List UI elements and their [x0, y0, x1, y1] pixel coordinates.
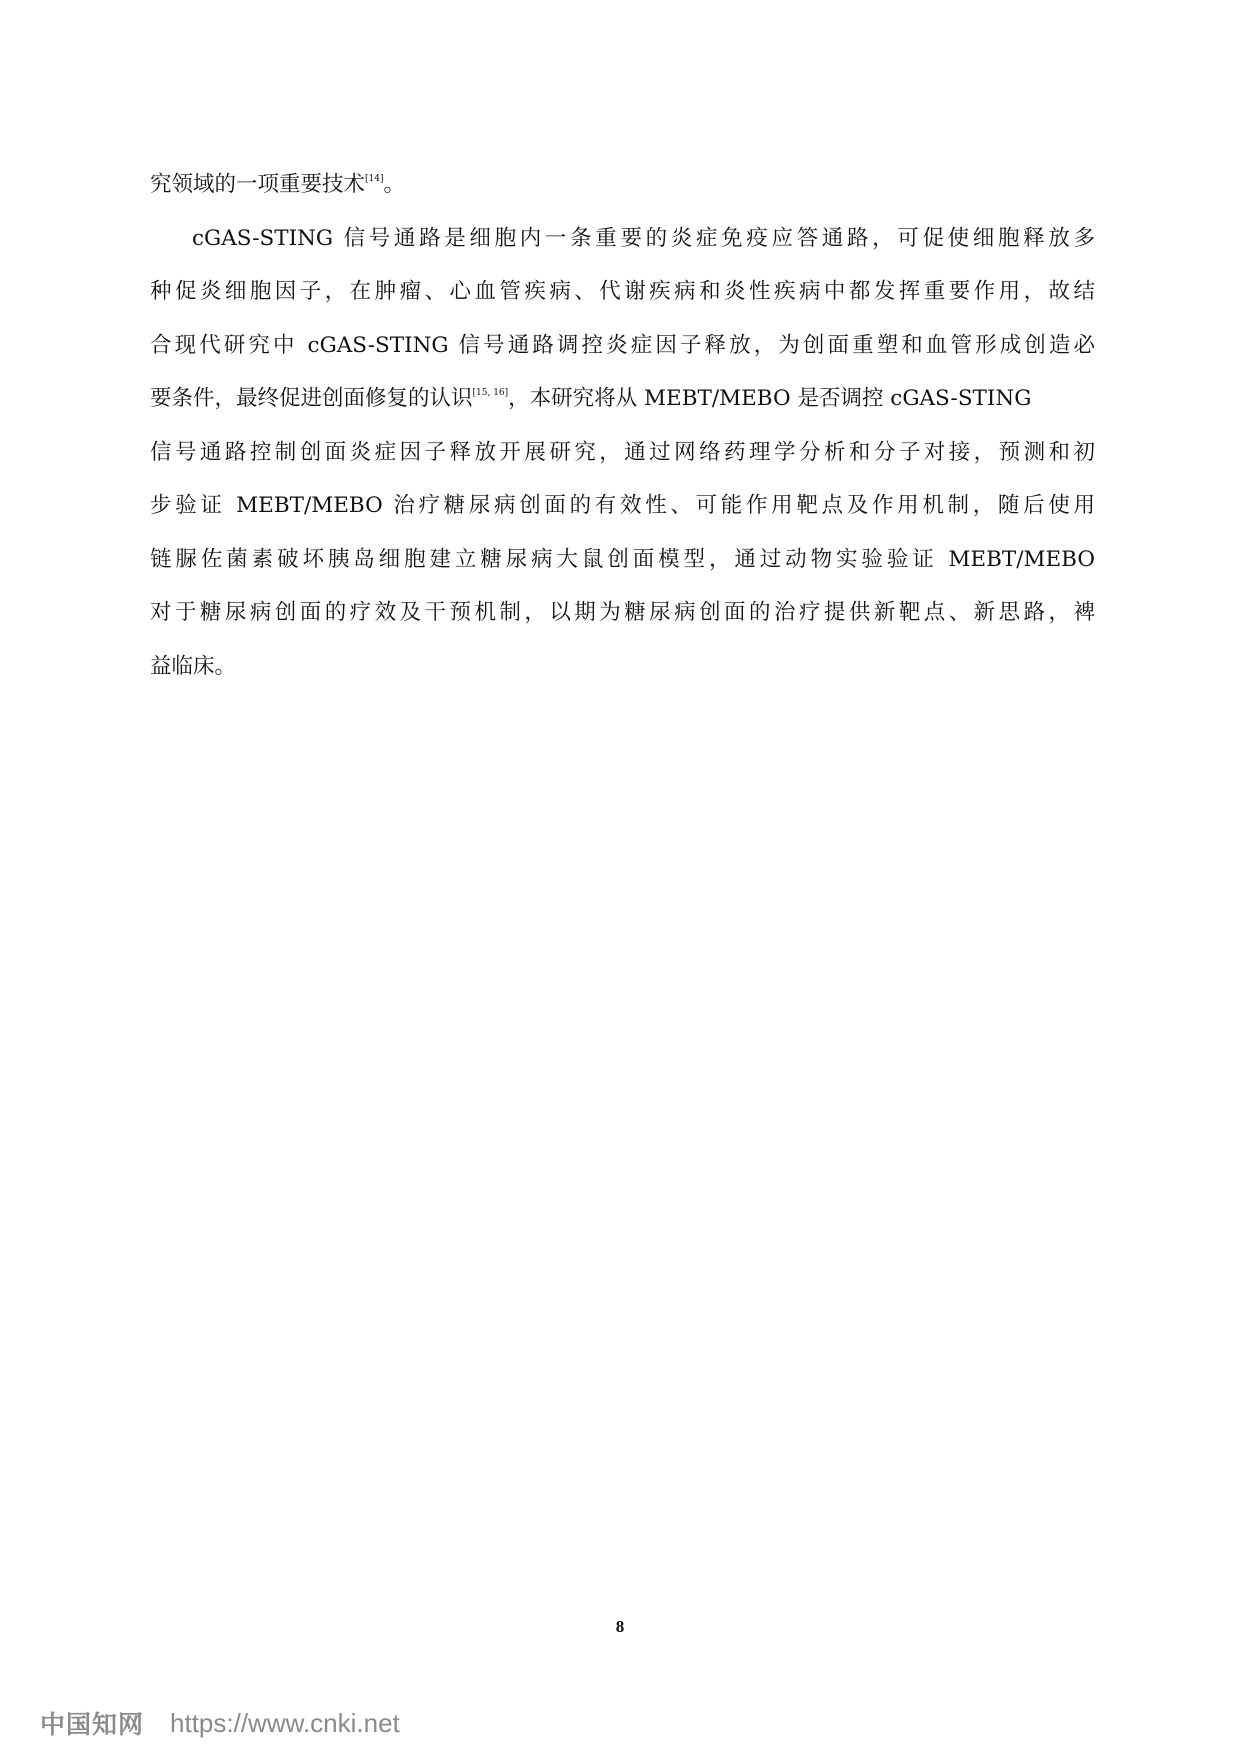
text-line: 步验证 MEBT/MEBO 治疗糖尿病创面的有效性、可能作用靶点及作用机制，随后使用	[150, 493, 1095, 518]
text-line: 链脲佐菌素破坏胰岛细胞建立糖尿病大鼠创面模型，通过动物实验验证 MEBT/MEBO	[150, 546, 1095, 572]
paragraph-first-line: cGAS-STING 信号通路是细胞内一条重要的炎症免疫应答通路，可促使细胞释放多	[192, 225, 1095, 251]
text-line: 究领域的一项重要技术[14]。	[150, 172, 406, 197]
text-line: 要条件，最终促进创面修复的认识[15, 16]，本研究将从 MEBT/MEBO 是否调控 cGAS-STING	[150, 386, 1032, 411]
text-line: 种促炎细胞因子，在肿瘤、心血管疾病、代谢疾病和炎性疾病中都发挥重要作用，故结	[150, 279, 1095, 304]
page-number: 8	[615, 1617, 625, 1636]
paragraph-last-line: 益临床。	[150, 653, 237, 679]
citation-marker: [14]	[365, 174, 384, 184]
cnki-url: https://www.cnki.net	[170, 1707, 400, 1738]
text-line: 对于糖尿病创面的疗效及干预机制，以期为糖尿病创面的治疗提供新靶点、新思路，裨	[150, 600, 1095, 625]
text-line: 合现代研究中 cGAS-STING 信号通路调控炎症因子释放，为创面重塑和血管形成创造必	[150, 332, 1095, 358]
cnki-logo: 中国知网	[40, 1710, 145, 1739]
citation-marker: [15, 16]	[472, 388, 509, 398]
body-text	[150, 158, 1095, 693]
text-line: 信号通路控制创面炎症因子释放开展研究，通过网络药理学分析和分子对接，预测和初	[150, 439, 1095, 465]
footer-watermark	[40, 1707, 400, 1739]
